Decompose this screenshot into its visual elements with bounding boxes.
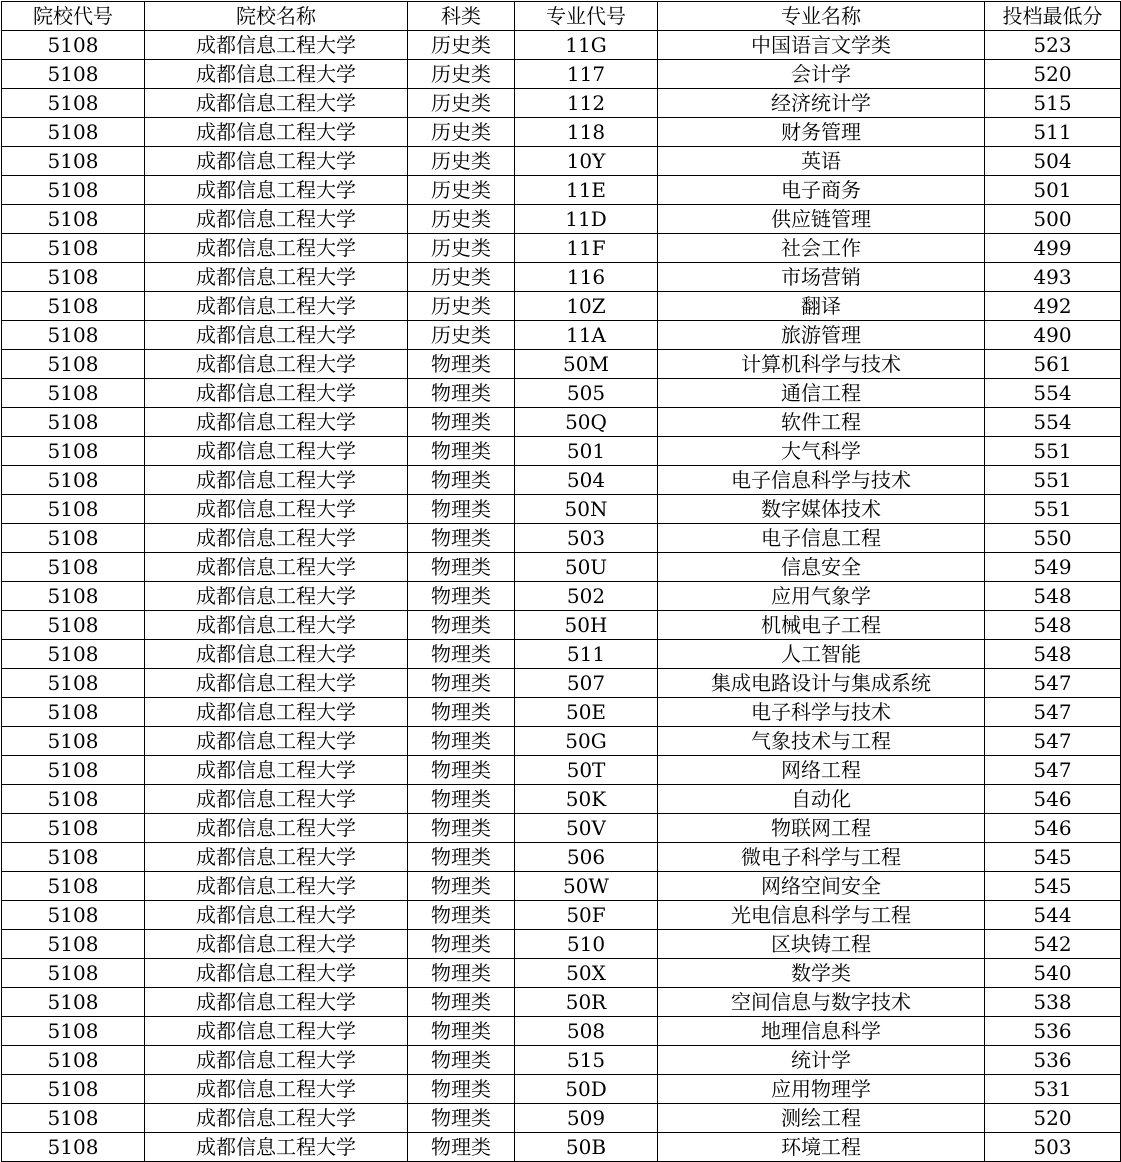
major-name-cell: 应用气象学 <box>658 582 985 611</box>
category-cell: 物理类 <box>408 1133 515 1162</box>
min-score-cell: 493 <box>985 263 1121 292</box>
school-code-cell: 5108 <box>2 698 145 727</box>
min-score-cell: 547 <box>985 698 1121 727</box>
category-cell: 历史类 <box>408 118 515 147</box>
min-score-cell: 545 <box>985 872 1121 901</box>
table-row <box>2 872 1121 901</box>
major-name-cell: 通信工程 <box>658 379 985 408</box>
school-code-cell: 5108 <box>2 263 145 292</box>
major-name-cell: 大气科学 <box>658 437 985 466</box>
table-row <box>2 89 1121 118</box>
school-code-cell: 5108 <box>2 524 145 553</box>
min-score-cell: 504 <box>985 147 1121 176</box>
major-name-cell: 电子信息工程 <box>658 524 985 553</box>
school-code-cell: 5108 <box>2 901 145 930</box>
major-code-cell: 50K <box>515 785 658 814</box>
major-name-cell: 应用物理学 <box>658 1075 985 1104</box>
table-row <box>2 147 1121 176</box>
category-cell: 历史类 <box>408 176 515 205</box>
table-row <box>2 495 1121 524</box>
major-name-cell: 网络空间安全 <box>658 872 985 901</box>
category-cell: 物理类 <box>408 1104 515 1133</box>
table-row <box>2 118 1121 147</box>
category-cell: 物理类 <box>408 843 515 872</box>
school-name-cell: 成都信息工程大学 <box>145 60 408 89</box>
major-name-cell: 社会工作 <box>658 234 985 263</box>
major-code-cell: 506 <box>515 843 658 872</box>
school-name-cell: 成都信息工程大学 <box>145 321 408 350</box>
school-name-cell: 成都信息工程大学 <box>145 292 408 321</box>
category-cell: 物理类 <box>408 524 515 553</box>
table-row <box>2 959 1121 988</box>
category-cell: 物理类 <box>408 1046 515 1075</box>
school-code-cell: 5108 <box>2 1046 145 1075</box>
school-code-cell: 5108 <box>2 60 145 89</box>
school-name-cell: 成都信息工程大学 <box>145 843 408 872</box>
school-code-cell: 5108 <box>2 988 145 1017</box>
min-score-cell: 492 <box>985 292 1121 321</box>
header-min-score: 投档最低分 <box>985 2 1121 31</box>
category-cell: 历史类 <box>408 147 515 176</box>
major-name-cell: 计算机科学与技术 <box>658 350 985 379</box>
category-cell: 历史类 <box>408 31 515 60</box>
major-code-cell: 112 <box>515 89 658 118</box>
min-score-cell: 547 <box>985 756 1121 785</box>
major-code-cell: 50U <box>515 553 658 582</box>
category-cell: 物理类 <box>408 872 515 901</box>
school-code-cell: 5108 <box>2 1104 145 1133</box>
major-code-cell: 50D <box>515 1075 658 1104</box>
table-row <box>2 379 1121 408</box>
school-code-cell: 5108 <box>2 553 145 582</box>
school-name-cell: 成都信息工程大学 <box>145 1133 408 1162</box>
table-row <box>2 930 1121 959</box>
header-major-code: 专业代号 <box>515 2 658 31</box>
major-name-cell: 网络工程 <box>658 756 985 785</box>
school-name-cell: 成都信息工程大学 <box>145 205 408 234</box>
table-row <box>2 843 1121 872</box>
major-code-cell: 505 <box>515 379 658 408</box>
min-score-cell: 511 <box>985 118 1121 147</box>
category-cell: 物理类 <box>408 959 515 988</box>
school-name-cell: 成都信息工程大学 <box>145 1075 408 1104</box>
min-score-cell: 550 <box>985 524 1121 553</box>
major-code-cell: 11F <box>515 234 658 263</box>
table-row <box>2 553 1121 582</box>
school-code-cell: 5108 <box>2 437 145 466</box>
min-score-cell: 500 <box>985 205 1121 234</box>
category-cell: 物理类 <box>408 814 515 843</box>
min-score-cell: 546 <box>985 814 1121 843</box>
major-name-cell: 电子信息科学与技术 <box>658 466 985 495</box>
school-name-cell: 成都信息工程大学 <box>145 495 408 524</box>
school-name-cell: 成都信息工程大学 <box>145 524 408 553</box>
school-name-cell: 成都信息工程大学 <box>145 988 408 1017</box>
school-code-cell: 5108 <box>2 147 145 176</box>
category-cell: 物理类 <box>408 582 515 611</box>
major-code-cell: 507 <box>515 669 658 698</box>
table-row <box>2 1017 1121 1046</box>
table-row <box>2 1104 1121 1133</box>
major-name-cell: 供应链管理 <box>658 205 985 234</box>
school-name-cell: 成都信息工程大学 <box>145 31 408 60</box>
school-code-cell: 5108 <box>2 205 145 234</box>
table-row <box>2 437 1121 466</box>
major-code-cell: 50H <box>515 611 658 640</box>
major-name-cell: 数学类 <box>658 959 985 988</box>
category-cell: 历史类 <box>408 205 515 234</box>
category-cell: 物理类 <box>408 611 515 640</box>
min-score-cell: 546 <box>985 785 1121 814</box>
major-code-cell: 504 <box>515 466 658 495</box>
major-name-cell: 自动化 <box>658 785 985 814</box>
min-score-cell: 561 <box>985 350 1121 379</box>
table-row <box>2 698 1121 727</box>
min-score-cell: 520 <box>985 1104 1121 1133</box>
major-name-cell: 微电子科学与工程 <box>658 843 985 872</box>
category-cell: 历史类 <box>408 263 515 292</box>
school-name-cell: 成都信息工程大学 <box>145 669 408 698</box>
school-code-cell: 5108 <box>2 89 145 118</box>
school-name-cell: 成都信息工程大学 <box>145 466 408 495</box>
school-code-cell: 5108 <box>2 495 145 524</box>
category-cell: 物理类 <box>408 756 515 785</box>
school-code-cell: 5108 <box>2 379 145 408</box>
major-name-cell: 财务管理 <box>658 118 985 147</box>
table-row <box>2 466 1121 495</box>
category-cell: 历史类 <box>408 89 515 118</box>
school-name-cell: 成都信息工程大学 <box>145 785 408 814</box>
min-score-cell: 499 <box>985 234 1121 263</box>
school-name-cell: 成都信息工程大学 <box>145 1046 408 1075</box>
category-cell: 物理类 <box>408 408 515 437</box>
major-name-cell: 地理信息科学 <box>658 1017 985 1046</box>
category-cell: 物理类 <box>408 727 515 756</box>
table-row <box>2 727 1121 756</box>
table-row <box>2 814 1121 843</box>
category-cell: 物理类 <box>408 495 515 524</box>
major-name-cell: 市场营销 <box>658 263 985 292</box>
major-code-cell: 11E <box>515 176 658 205</box>
category-cell: 物理类 <box>408 437 515 466</box>
major-code-cell: 50V <box>515 814 658 843</box>
school-name-cell: 成都信息工程大学 <box>145 1104 408 1133</box>
min-score-cell: 536 <box>985 1017 1121 1046</box>
table-row <box>2 350 1121 379</box>
major-name-cell: 环境工程 <box>658 1133 985 1162</box>
school-code-cell: 5108 <box>2 756 145 785</box>
school-code-cell: 5108 <box>2 176 145 205</box>
category-cell: 物理类 <box>408 466 515 495</box>
table-row <box>2 785 1121 814</box>
school-code-cell: 5108 <box>2 930 145 959</box>
table-row <box>2 321 1121 350</box>
category-cell: 物理类 <box>408 379 515 408</box>
table-row <box>2 1046 1121 1075</box>
major-code-cell: 509 <box>515 1104 658 1133</box>
major-code-cell: 50W <box>515 872 658 901</box>
table-row <box>2 756 1121 785</box>
header-school-code: 院校代号 <box>2 2 145 31</box>
table-row <box>2 611 1121 640</box>
table-row <box>2 234 1121 263</box>
table-row <box>2 408 1121 437</box>
school-name-cell: 成都信息工程大学 <box>145 901 408 930</box>
min-score-cell: 548 <box>985 582 1121 611</box>
min-score-cell: 536 <box>985 1046 1121 1075</box>
major-code-cell: 50N <box>515 495 658 524</box>
min-score-cell: 531 <box>985 1075 1121 1104</box>
major-code-cell: 502 <box>515 582 658 611</box>
school-name-cell: 成都信息工程大学 <box>145 814 408 843</box>
table-body <box>2 31 1121 1162</box>
major-code-cell: 511 <box>515 640 658 669</box>
major-code-cell: 50B <box>515 1133 658 1162</box>
school-name-cell: 成都信息工程大学 <box>145 727 408 756</box>
school-code-cell: 5108 <box>2 727 145 756</box>
table-row <box>2 263 1121 292</box>
table-row <box>2 524 1121 553</box>
school-name-cell: 成都信息工程大学 <box>145 350 408 379</box>
min-score-cell: 490 <box>985 321 1121 350</box>
major-name-cell: 光电信息科学与工程 <box>658 901 985 930</box>
school-code-cell: 5108 <box>2 582 145 611</box>
school-name-cell: 成都信息工程大学 <box>145 89 408 118</box>
min-score-cell: 542 <box>985 930 1121 959</box>
category-cell: 物理类 <box>408 901 515 930</box>
school-code-cell: 5108 <box>2 611 145 640</box>
table-row <box>2 31 1121 60</box>
major-code-cell: 11D <box>515 205 658 234</box>
table-row <box>2 205 1121 234</box>
major-name-cell: 统计学 <box>658 1046 985 1075</box>
school-code-cell: 5108 <box>2 31 145 60</box>
major-name-cell: 电子科学与技术 <box>658 698 985 727</box>
school-name-cell: 成都信息工程大学 <box>145 1017 408 1046</box>
school-name-cell: 成都信息工程大学 <box>145 582 408 611</box>
school-name-cell: 成都信息工程大学 <box>145 379 408 408</box>
major-name-cell: 旅游管理 <box>658 321 985 350</box>
category-cell: 物理类 <box>408 553 515 582</box>
table-row <box>2 582 1121 611</box>
table-row <box>2 988 1121 1017</box>
table-row <box>2 1133 1121 1162</box>
school-code-cell: 5108 <box>2 321 145 350</box>
min-score-cell: 544 <box>985 901 1121 930</box>
header-school-name: 院校名称 <box>145 2 408 31</box>
major-code-cell: 515 <box>515 1046 658 1075</box>
header-row <box>2 2 1121 31</box>
min-score-cell: 515 <box>985 89 1121 118</box>
school-code-cell: 5108 <box>2 292 145 321</box>
header-major-name: 专业名称 <box>658 2 985 31</box>
major-name-cell: 翻译 <box>658 292 985 321</box>
table-row <box>2 640 1121 669</box>
min-score-cell: 554 <box>985 408 1121 437</box>
school-code-cell: 5108 <box>2 408 145 437</box>
school-code-cell: 5108 <box>2 350 145 379</box>
major-code-cell: 11G <box>515 31 658 60</box>
min-score-cell: 549 <box>985 553 1121 582</box>
major-code-cell: 503 <box>515 524 658 553</box>
min-score-cell: 554 <box>985 379 1121 408</box>
min-score-cell: 545 <box>985 843 1121 872</box>
category-cell: 历史类 <box>408 321 515 350</box>
major-code-cell: 508 <box>515 1017 658 1046</box>
major-code-cell: 50G <box>515 727 658 756</box>
major-code-cell: 10Z <box>515 292 658 321</box>
school-name-cell: 成都信息工程大学 <box>145 930 408 959</box>
category-cell: 物理类 <box>408 350 515 379</box>
category-cell: 历史类 <box>408 234 515 263</box>
school-code-cell: 5108 <box>2 640 145 669</box>
major-name-cell: 软件工程 <box>658 408 985 437</box>
school-code-cell: 5108 <box>2 814 145 843</box>
min-score-cell: 538 <box>985 988 1121 1017</box>
min-score-cell: 548 <box>985 640 1121 669</box>
major-code-cell: 510 <box>515 930 658 959</box>
major-code-cell: 50Q <box>515 408 658 437</box>
school-name-cell: 成都信息工程大学 <box>145 408 408 437</box>
school-name-cell: 成都信息工程大学 <box>145 118 408 147</box>
school-name-cell: 成都信息工程大学 <box>145 872 408 901</box>
category-cell: 物理类 <box>408 1075 515 1104</box>
school-name-cell: 成都信息工程大学 <box>145 437 408 466</box>
admission-score-table <box>1 1 1121 1162</box>
school-code-cell: 5108 <box>2 872 145 901</box>
major-name-cell: 空间信息与数字技术 <box>658 988 985 1017</box>
category-cell: 历史类 <box>408 292 515 321</box>
school-code-cell: 5108 <box>2 669 145 698</box>
major-name-cell: 会计学 <box>658 60 985 89</box>
table-row <box>2 292 1121 321</box>
min-score-cell: 551 <box>985 466 1121 495</box>
major-name-cell: 气象技术与工程 <box>658 727 985 756</box>
school-code-cell: 5108 <box>2 466 145 495</box>
category-cell: 物理类 <box>408 669 515 698</box>
category-cell: 物理类 <box>408 698 515 727</box>
school-name-cell: 成都信息工程大学 <box>145 959 408 988</box>
major-code-cell: 50T <box>515 756 658 785</box>
school-code-cell: 5108 <box>2 785 145 814</box>
table-row <box>2 669 1121 698</box>
major-code-cell: 117 <box>515 60 658 89</box>
school-code-cell: 5108 <box>2 234 145 263</box>
category-cell: 物理类 <box>408 988 515 1017</box>
min-score-cell: 548 <box>985 611 1121 640</box>
major-name-cell: 测绘工程 <box>658 1104 985 1133</box>
table-row <box>2 176 1121 205</box>
school-code-cell: 5108 <box>2 118 145 147</box>
min-score-cell: 520 <box>985 60 1121 89</box>
major-name-cell: 物联网工程 <box>658 814 985 843</box>
major-code-cell: 50R <box>515 988 658 1017</box>
min-score-cell: 501 <box>985 176 1121 205</box>
table-row <box>2 60 1121 89</box>
major-name-cell: 英语 <box>658 147 985 176</box>
table-row <box>2 901 1121 930</box>
major-name-cell: 区块铸工程 <box>658 930 985 959</box>
school-name-cell: 成都信息工程大学 <box>145 611 408 640</box>
major-code-cell: 50E <box>515 698 658 727</box>
major-name-cell: 机械电子工程 <box>658 611 985 640</box>
min-score-cell: 547 <box>985 669 1121 698</box>
major-code-cell: 501 <box>515 437 658 466</box>
school-name-cell: 成都信息工程大学 <box>145 234 408 263</box>
min-score-cell: 551 <box>985 437 1121 466</box>
min-score-cell: 523 <box>985 31 1121 60</box>
category-cell: 历史类 <box>408 60 515 89</box>
school-code-cell: 5108 <box>2 1017 145 1046</box>
school-code-cell: 5108 <box>2 959 145 988</box>
major-code-cell: 118 <box>515 118 658 147</box>
major-name-cell: 中国语言文学类 <box>658 31 985 60</box>
major-code-cell: 50F <box>515 901 658 930</box>
school-code-cell: 5108 <box>2 843 145 872</box>
min-score-cell: 503 <box>985 1133 1121 1162</box>
category-cell: 物理类 <box>408 930 515 959</box>
min-score-cell: 547 <box>985 727 1121 756</box>
header-category: 科类 <box>408 2 515 31</box>
school-name-cell: 成都信息工程大学 <box>145 553 408 582</box>
category-cell: 物理类 <box>408 640 515 669</box>
school-code-cell: 5108 <box>2 1133 145 1162</box>
school-name-cell: 成都信息工程大学 <box>145 756 408 785</box>
major-code-cell: 11A <box>515 321 658 350</box>
school-name-cell: 成都信息工程大学 <box>145 698 408 727</box>
major-name-cell: 经济统计学 <box>658 89 985 118</box>
major-name-cell: 信息安全 <box>658 553 985 582</box>
school-name-cell: 成都信息工程大学 <box>145 263 408 292</box>
major-name-cell: 集成电路设计与集成系统 <box>658 669 985 698</box>
major-code-cell: 50M <box>515 350 658 379</box>
category-cell: 物理类 <box>408 1017 515 1046</box>
min-score-cell: 551 <box>985 495 1121 524</box>
major-code-cell: 50X <box>515 959 658 988</box>
major-name-cell: 数字媒体技术 <box>658 495 985 524</box>
major-name-cell: 人工智能 <box>658 640 985 669</box>
min-score-cell: 540 <box>985 959 1121 988</box>
school-name-cell: 成都信息工程大学 <box>145 640 408 669</box>
major-code-cell: 116 <box>515 263 658 292</box>
table-row <box>2 1075 1121 1104</box>
major-code-cell: 10Y <box>515 147 658 176</box>
category-cell: 物理类 <box>408 785 515 814</box>
school-code-cell: 5108 <box>2 1075 145 1104</box>
major-name-cell: 电子商务 <box>658 176 985 205</box>
school-name-cell: 成都信息工程大学 <box>145 147 408 176</box>
school-name-cell: 成都信息工程大学 <box>145 176 408 205</box>
